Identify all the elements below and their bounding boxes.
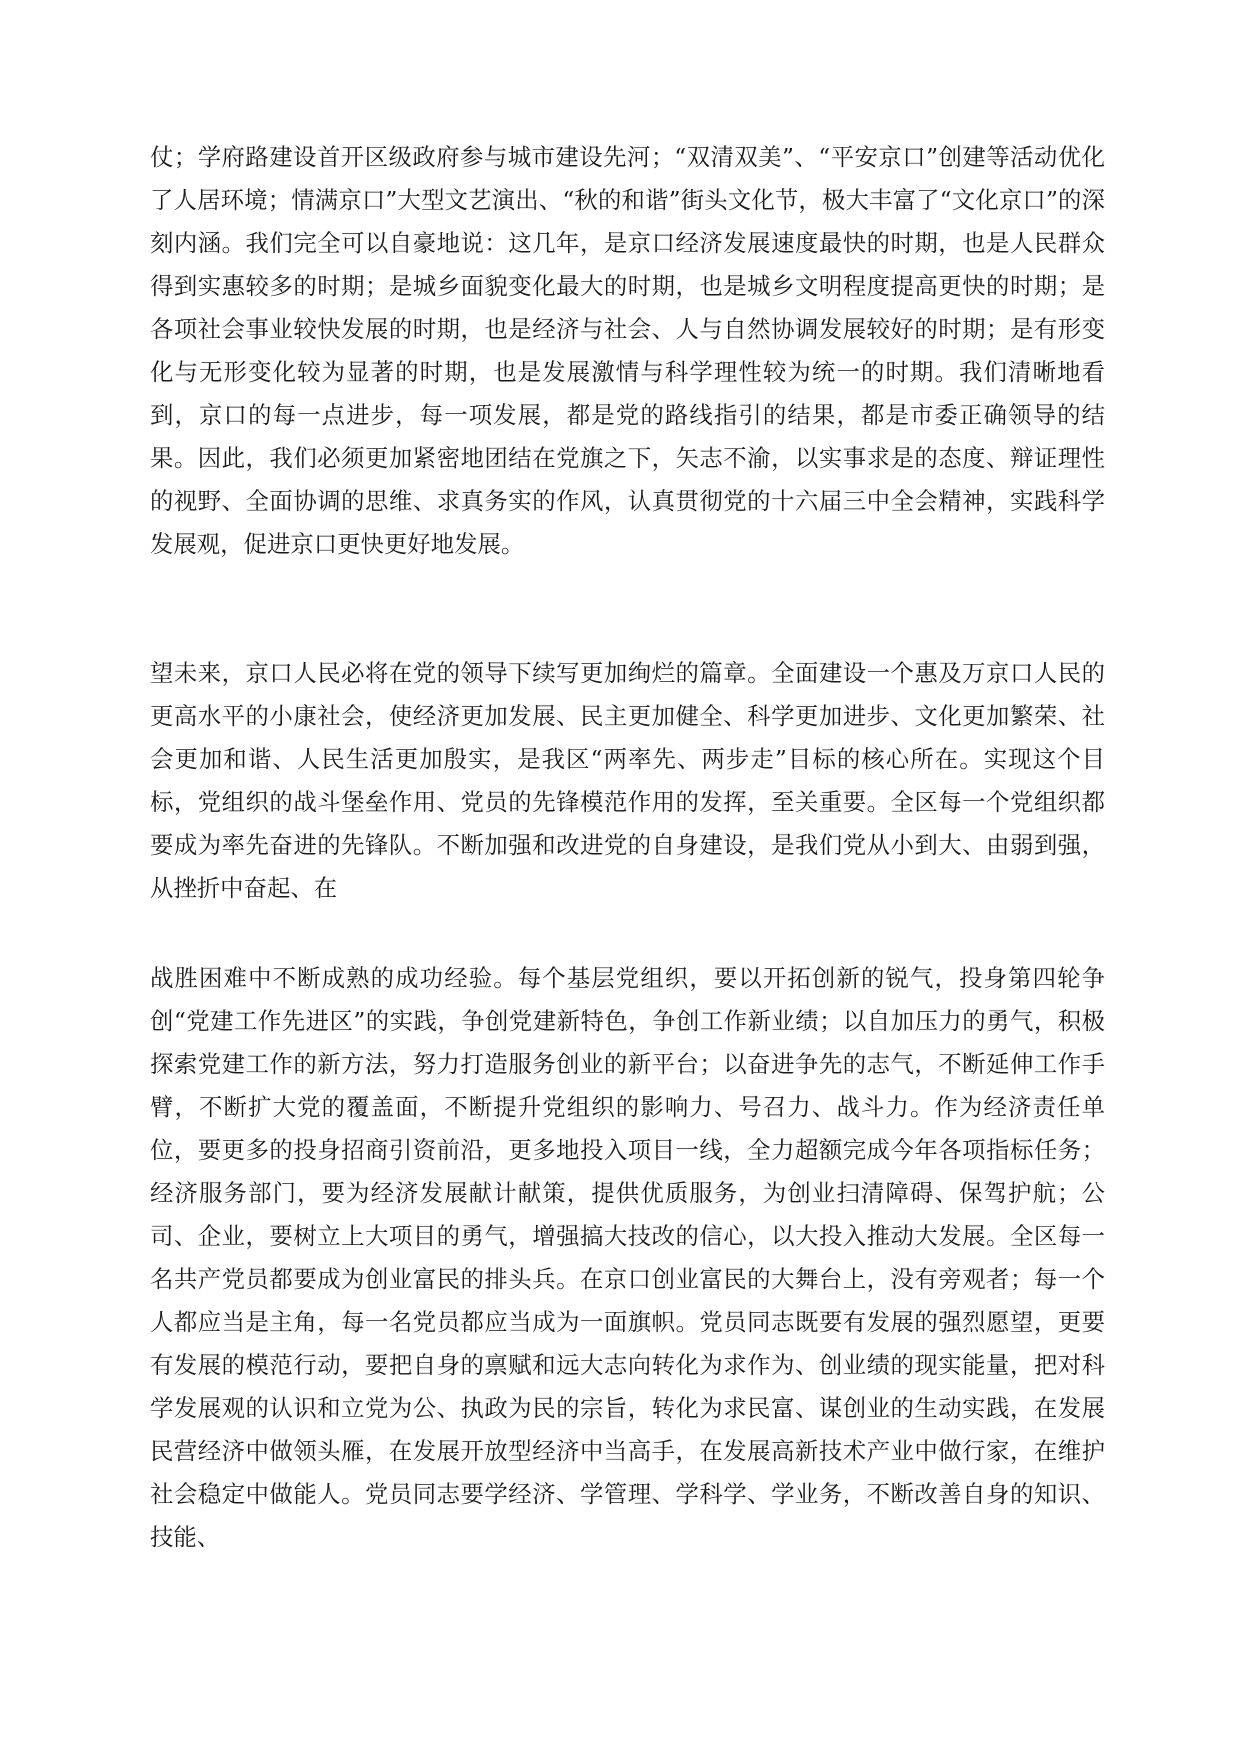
paragraph-3: 战胜困难中不断成熟的成功经验。每个基层党组织，要以开拓创新的锐气，投身第四轮争创“党建工作先进区”的实践，争创党建新特色，争创工作新业绩；以自加压力的勇气，积极探索党建工作的新方法，努力打造服务创业的新平台；以奋进争先的志气，不断延伸工作手臂，不断扩大党的覆盖面，不断提升党组织的影响力、号召力、战斗力。作为经济责任单位，要更多的投身招商引资前沿，更多地投入项目一线，全力超额完成今年各项指标任务；经济服务部门，要为经济发展献计献策，提供优质服务，为创业扫清障碍、保驾护航；公司、企业，要树立上大项目的勇气，增强搞大技改的信心，以大投入推动大发展。全区每一名共产党员都要成为创业富民的排头兵。在京口创业富民的大舞台上，没有旁观者；每一个人都应当是主角，每一名党员都应当成为一面旗帜。党员同志既要有发展的强烈愿望，更要有发展的模范行动，要把自身的禀赋和远大志向转化为求作为、创业绩的现实能量，把对科学发展观的认识和立党为公、执政为民的宗旨，转化为求民富、谋创业的生动实践，在发展民营经济中做领头雁，在发展开放型经济中当高手，在发展高新技术产业中做行家，在维护社会稳定中做能人。党员同志要学经济、学管理、学科学、学业务，不断改善自身的知识、技能、 (150, 964, 1105, 1551)
paragraph-2: 望未来，京口人民必将在党的领导下续写更加绚烂的篇章。全面建设一个惠及万京口人民的更高水平的小康社会，使经济更加发展、民主更加健全、科学更加进步、文化更加繁荣、社会更加和谐、人民生活更加殷实，是我区“两率先、两步走”目标的核心所在。实现这个目标，党组织的战斗堡垒作用、党员的先锋模范作用的发挥，至关重要。全区每一个党组织都要成为率先奋进的先锋队。不断加强和改进党的自身建设，是我们党从小到大、由弱到强，从挫折中奋起、在 (150, 659, 1105, 902)
paragraph-1: 仗；学府路建设首开区级政府参与城市建设先河；“双清双美”、“平安京口”创建等活动优化了人居环境；情满京口”大型文艺演出、“秋的和谐”街头文化节，极大丰富了“文化京口”的深刻内涵。我们完全可以自豪地说：这几年，是京口经济发展速度最快的时期，也是人民群众得到实惠较多的时期；是城乡面貌变化最大的时期，也是城乡文明程度提高更快的时期；是各项社会事业较快发展的时期，也是经济与社会、人与自然协调发展较好的时期；是有形变化与无形变化较为显著的时期，也是发展激情与科学理性较为统一的时期。我们清晰地看到，京口的每一点进步，每一项发展，都是党的路线指引的结果，都是市委正确领导的结果。因此，我们必须更加紧密地团结在党旗之下，矢志不渝，以实事求是的态度、辩证理性的视野、全面协调的思维、求真务实的作风，认真贯彻党的十六届三中全会精神，实践科学发展观，促进京口更快更好地发展。 (150, 143, 1105, 558)
